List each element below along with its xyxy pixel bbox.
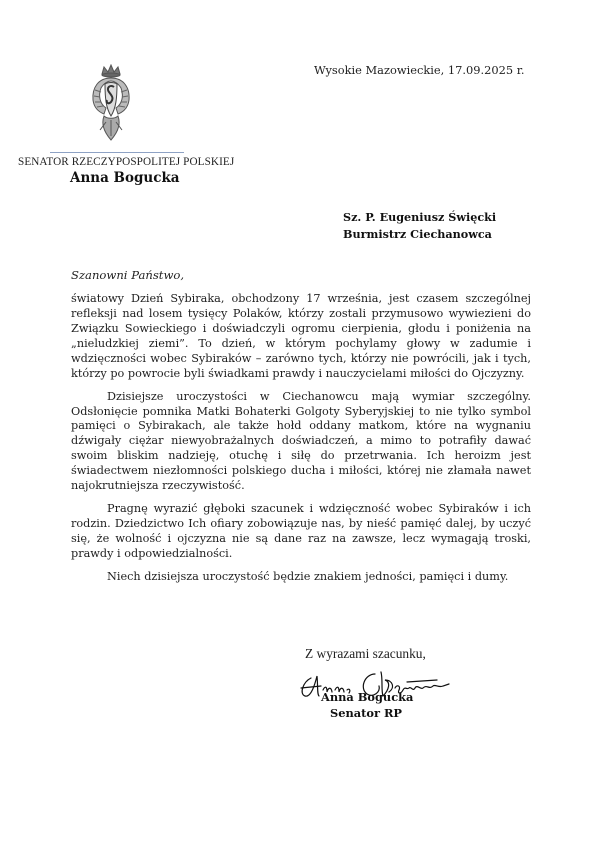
letter-body bbox=[71, 292, 531, 593]
paragraph-1: światowy Dzień Sybiraka, obchodzony 17 września, jest czasem szczególnej refleksji nad losem tysięcy Polaków, którzy zostali przymusowo wywiezieni do Związku Sowieckiego i doświadczyli ogromu cierpienia, głodu i poniżenia na „nieludzkiej ziemi”. To dzień, w którym pochylamy głowy w zadumie i wdzięczności wobec Sybiraków – zarówno tych, którzy nie powrócili, jak i tych, którzy po powrocie byli świadkami prawdy i nauczycielami miłości do Ojczyzny. bbox=[71, 292, 531, 380]
institution-header: SENATOR RZECZYPOSPOLITEJ POLSKIEJ bbox=[18, 156, 235, 168]
paragraph-2: Dzisiejsze uroczystości w Ciechanowcu mają wymiar szczególny. Odsłonięcie pomnika Matki Bohaterki Golgoty Syberyjskiej to nie tylko symbol pamięci o Sybirakach, ale także hołd oddany matkom, które na wygnaniu dźwigały ciężar niewyobrażalnych doświadczeń, a mimo to potrafiły dawać swoim bliskim nadzieję, otuchę i siłę do przetrwania. Ich heroizm jest świadectwem niezłomności polskiego ducha i miłości, której nie złamała nawet najokrutniejsza rzeczywistość. bbox=[71, 389, 531, 493]
paragraph-4: Niech dzisiejsza uroczystość będzie znakiem jedności, pamięci i dumy. bbox=[107, 569, 509, 583]
letterhead-divider bbox=[50, 152, 184, 153]
recipient-name: Sz. P. Eugeniusz Święcki bbox=[343, 210, 497, 224]
closing-phrase: Z wyrazami szacunku, bbox=[305, 646, 426, 661]
paragraph-3: Pragnę wyrazić głęboki szacunek i wdzięczność wobec Sybiraków i ich rodzin. Dziedzictwo Ich ofiary zobowiązuje nas, by nieść pamięć dalej, by uczyć się, że wolność i ojczyzna nie są dane raz na zawsze, lecz wymagają troski, prawdy i odpowiedzialności. bbox=[71, 502, 531, 560]
signatory-name: Anna Bogucka bbox=[321, 690, 414, 704]
recipient-title: Burmistrz Ciechanowca bbox=[343, 227, 492, 241]
signatory-title: Senator RP bbox=[330, 706, 402, 720]
sender-name: Anna Bogucka bbox=[70, 170, 180, 186]
recipient-block bbox=[343, 209, 496, 243]
place-date: Wysokie Mazowieckie, 17.09.2025 r. bbox=[314, 63, 525, 77]
salutation: Szanowni Państwo, bbox=[71, 268, 185, 282]
eagle-emblem-icon bbox=[86, 64, 136, 142]
